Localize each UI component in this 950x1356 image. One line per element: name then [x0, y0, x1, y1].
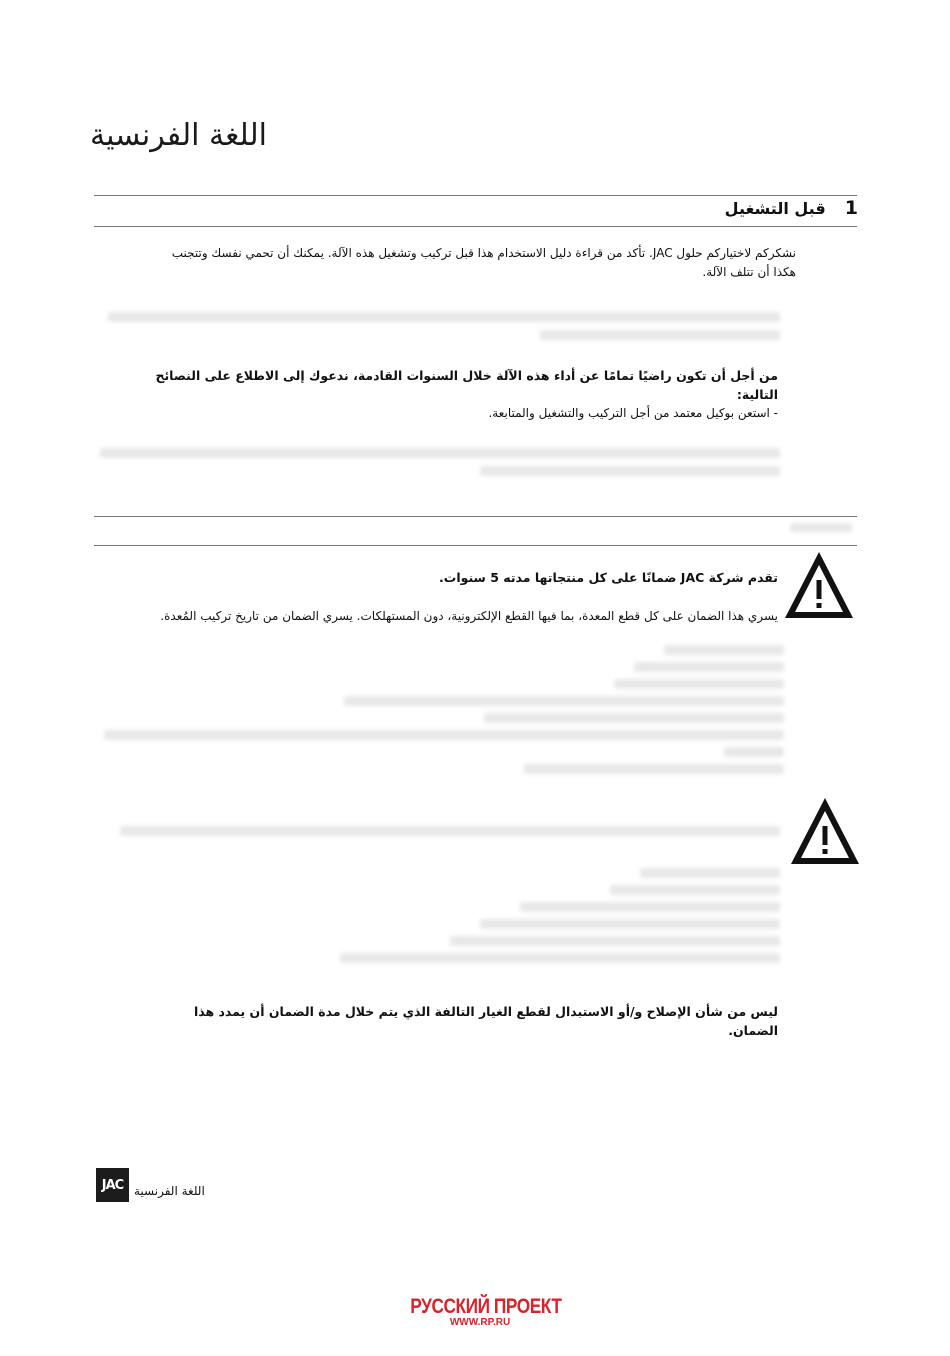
section-bottom-rule — [94, 226, 857, 227]
jac-logo: JAC — [96, 1168, 129, 1202]
faded-line — [450, 936, 780, 946]
faded-line — [344, 696, 784, 706]
faded-line — [610, 885, 780, 895]
warranty-heading: تقدم شركة JAC ضمانًا على كل منتجاتها مدته 5 سنوات. — [439, 570, 778, 585]
faded-line — [664, 645, 784, 655]
faded-line — [104, 730, 784, 740]
page-title: اللغة الفرنسية — [90, 118, 267, 153]
section-heading — [600, 197, 858, 225]
faded-line — [724, 747, 784, 757]
watermark-url: WWW.RP.RU — [449, 1317, 511, 1328]
faded-line — [480, 466, 780, 476]
warranty-text: يسري هذا الضمان على كل قطع المعدة، بما فيها القطع الإلكترونية، دون المستهلكات. يسري الضمان من تاريخ تركيب المُعدة. — [160, 609, 778, 623]
section-number: 1 — [844, 197, 858, 219]
intro-line-1: نشكركم لاختياركم حلول JAC. تأكد من قراءة دليل الاستخدام هذا قبل تركيب وتشغيل هذه الآلة. يمكنك أن تحمي نفسك وتتجنب — [171, 246, 796, 260]
faded-line — [480, 919, 780, 929]
section-title: قبل التشغيل — [724, 199, 826, 218]
watermark — [395, 1295, 565, 1328]
warning-triangle-icon — [788, 794, 862, 868]
faded-section2-title — [790, 523, 852, 532]
faded-line — [108, 312, 780, 322]
advice-item: - استعن بوكيل معتمد من أجل التركيب والتشغيل والمتابعة. — [488, 406, 778, 420]
advice-heading: من أجل أن تكون راضيًا تمامًا عن أداء هذه الآلة خلال السنوات القادمة، ندعوك إلى الاطلاع على النصائح التالية: — [155, 368, 778, 402]
faded-line — [484, 713, 784, 723]
faded-list-1 — [104, 645, 784, 774]
section-top-rule — [94, 195, 857, 196]
faded-list-2 — [320, 868, 780, 963]
faded-paragraph-2 — [100, 448, 780, 476]
warning-triangle-icon — [782, 548, 856, 622]
section2-top-rule — [94, 516, 857, 517]
faded-line — [640, 868, 780, 878]
section2-bottom-rule — [94, 545, 857, 546]
faded-paragraph-1 — [108, 312, 780, 340]
faded-line — [540, 330, 780, 340]
warranty-note: ليس من شأن الإصلاح و/أو الاستبدال لقطع الغيار التالفة الذي يتم خلال مدة الضمان أن يمدد هذا الضمان. — [193, 1004, 778, 1038]
watermark-name: РУССКИЙ ПРОЕКТ — [410, 1295, 562, 1318]
faded-line — [614, 679, 784, 689]
faded-sentence — [120, 826, 780, 836]
faded-line — [100, 448, 780, 458]
intro-line-2: هكذا أن تتلف الآلة. — [702, 265, 796, 279]
intro-paragraph — [94, 244, 796, 282]
footer-brand — [96, 1168, 216, 1204]
faded-line — [520, 902, 780, 912]
faded-line — [524, 764, 784, 774]
footer-label: اللغة الفرنسية — [134, 1184, 205, 1198]
faded-line — [340, 953, 780, 963]
faded-line — [634, 662, 784, 672]
